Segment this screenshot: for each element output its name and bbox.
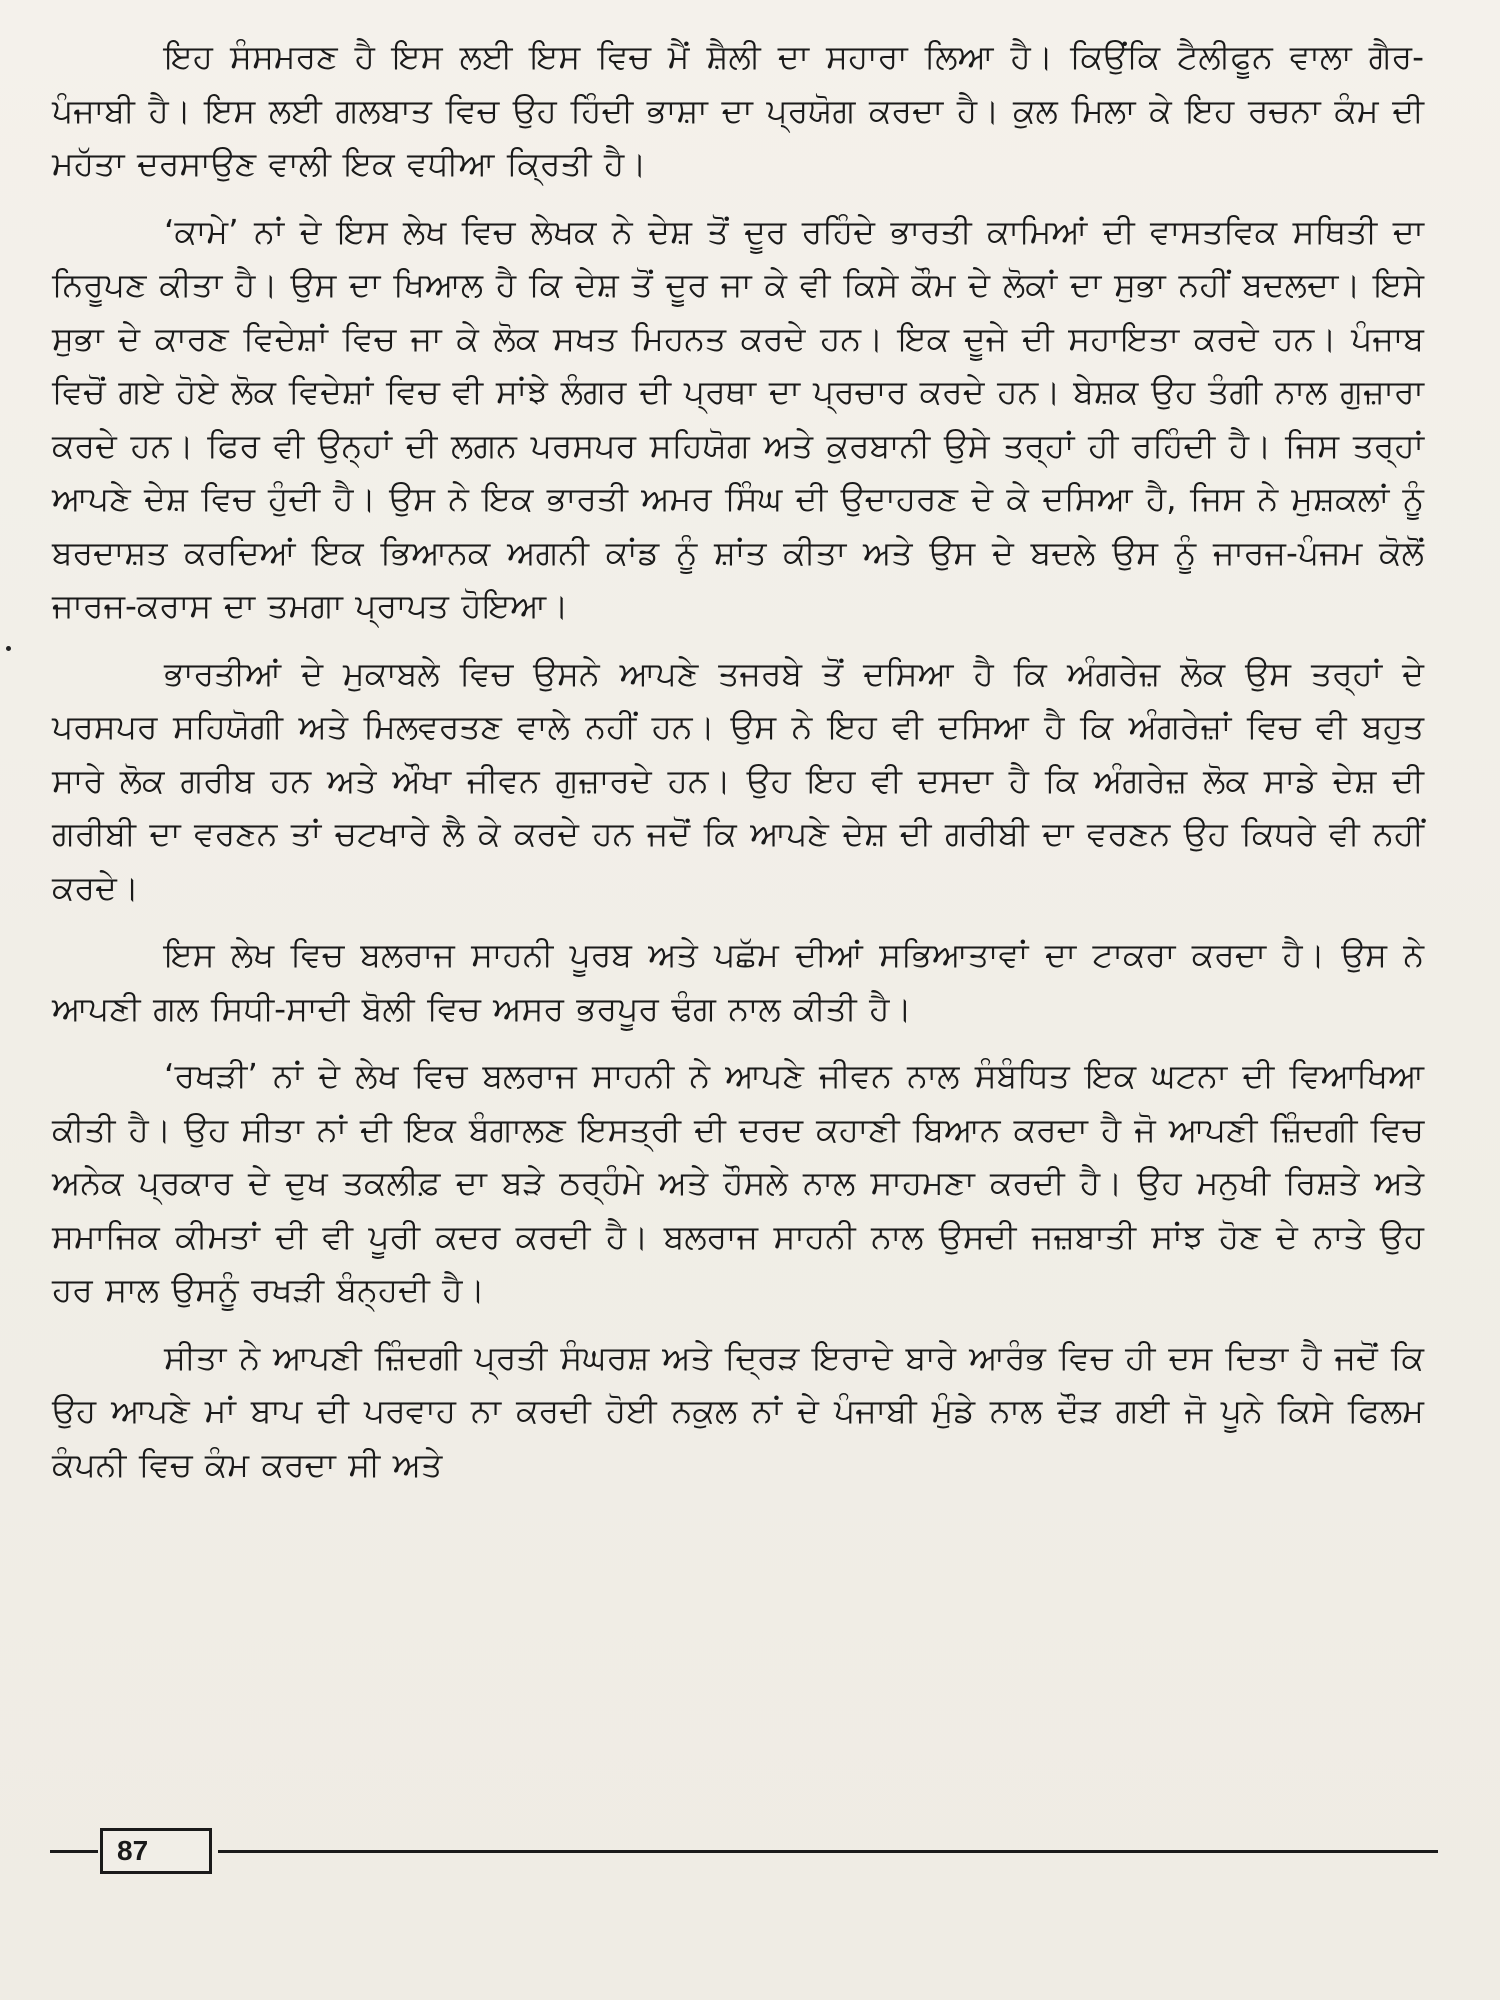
paragraph-3: ਭਾਰਤੀਆਂ ਦੇ ਮੁਕਾਬਲੇ ਵਿਚ ਉਸਨੇ ਆਪਣੇ ਤਜਰਬੇ ਤੋਂ ਦਸਿਆ ਹੈ ਕਿ ਅੰਗਰੇਜ਼ ਲੋਕ ਉਸ ਤਰ੍ਹਾਂ ਦੇ ਪਰਸਪਰ ਸਹਿਯੋਗੀ ਅਤੇ ਮਿਲਵਰਤਣ ਵਾਲੇ ਨਹੀਂ ਹਨ। ਉਸ ਨੇ ਇਹ ਵੀ ਦਸਿਆ ਹੈ ਕਿ ਅੰਗਰੇਜ਼ਾਂ ਵਿਚ ਵੀ ਬਹੁਤ ਸਾਰੇ ਲੋਕ ਗਰੀਬ ਹਨ ਅਤੇ ਔਖਾ ਜੀਵਨ ਗੁਜ਼ਾਰਦੇ ਹਨ। ਉਹ ਇਹ ਵੀ ਦਸਦਾ ਹੈ ਕਿ ਅੰਗਰੇਜ਼ ਲੋਕ ਸਾਡੇ ਦੇਸ਼ ਦੀ ਗਰੀਬੀ ਦਾ ਵਰਣਨ ਤਾਂ ਚਟਖਾਰੇ ਲੈ ਕੇ ਕਰਦੇ ਹਨ ਜਦੋਂ ਕਿ ਆਪਣੇ ਦੇਸ਼ ਦੀ ਗਰੀਬੀ ਦਾ ਵਰਣਨ ਉਹ ਕਿਧਰੇ ਵੀ ਨਹੀਂ ਕਰਦੇ। — [52, 653, 1424, 907]
body-text — [52, 30, 1424, 1505]
paragraph-4: ਇਸ ਲੇਖ ਵਿਚ ਬਲਰਾਜ ਸਾਹਨੀ ਪੂਰਬ ਅਤੇ ਪਛੱਮ ਦੀਆਂ ਸਭਿਆਤਾਵਾਂ ਦਾ ਟਾਕਰਾ ਕਰਦਾ ਹੈ। ਉਸ ਨੇ ਆਪਣੀ ਗਲ ਸਿਧੀ-ਸਾਦੀ ਬੋਲੀ ਵਿਚ ਅਸਰ ਭਰਪੂਰ ਢੰਗ ਨਾਲ ਕੀਤੀ ਹੈ। — [52, 935, 1424, 1028]
footer-rule-left — [50, 1850, 98, 1853]
paragraph-6: ਸੀਤਾ ਨੇ ਆਪਣੀ ਜ਼ਿੰਦਗੀ ਪ੍ਰਤੀ ਸੰਘਰਸ਼ ਅਤੇ ਦ੍ਰਿੜ ਇਰਾਦੇ ਬਾਰੇ ਆਰੰਭ ਵਿਚ ਹੀ ਦਸ ਦਿਤਾ ਹੈ ਜਦੋਂ ਕਿ ਉਹ ਆਪਣੇ ਮਾਂ ਬਾਪ ਦੀ ਪਰਵਾਹ ਨਾ ਕਰਦੀ ਹੋਈ ਨਕੁਲ ਨਾਂ ਦੇ ਪੰਜਾਬੀ ਮੁੰਡੇ ਨਾਲ ਦੌੜ ਗਈ ਜੋ ਪੂਨੇ ਕਿਸੇ ਫਿਲਮ ਕੰਪਨੀ ਵਿਚ ਕੰਮ ਕਰਦਾ ਸੀ ਅਤੇ — [52, 1337, 1424, 1484]
page-footer — [50, 1828, 1440, 1876]
paragraph-2: ‘ਕਾਮੇ’ ਨਾਂ ਦੇ ਇਸ ਲੇਖ ਵਿਚ ਲੇਖਕ ਨੇ ਦੇਸ਼ ਤੋਂ ਦੂਰ ਰਹਿੰਦੇ ਭਾਰਤੀ ਕਾਮਿਆਂ ਦੀ ਵਾਸਤਵਿਕ ਸਥਿਤੀ ਦਾ ਨਿਰੂਪਣ ਕੀਤਾ ਹੈ। ਉਸ ਦਾ ਖਿਆਲ ਹੈ ਕਿ ਦੇਸ਼ ਤੋਂ ਦੂਰ ਜਾ ਕੇ ਵੀ ਕਿਸੇ ਕੌਮ ਦੇ ਲੋਕਾਂ ਦਾ ਸੁਭਾ ਨਹੀਂ ਬਦਲਦਾ। ਇਸੇ ਸੁਭਾ ਦੇ ਕਾਰਣ ਵਿਦੇਸ਼ਾਂ ਵਿਚ ਜਾ ਕੇ ਲੋਕ ਸਖਤ ਮਿਹਨਤ ਕਰਦੇ ਹਨ। ਇਕ ਦੂਜੇ ਦੀ ਸਹਾਇਤਾ ਕਰਦੇ ਹਨ। ਪੰਜਾਬ ਵਿਚੋਂ ਗਏ ਹੋਏ ਲੋਕ ਵਿਦੇਸ਼ਾਂ ਵਿਚ ਵੀ ਸਾਂਝੇ ਲੰਗਰ ਦੀ ਪ੍ਰਥਾ ਦਾ ਪ੍ਰਚਾਰ ਕਰਦੇ ਹਨ। ਬੇਸ਼ਕ ਉਹ ਤੰਗੀ ਨਾਲ ਗੁਜ਼ਾਰਾ ਕਰਦੇ ਹਨ। ਫਿਰ ਵੀ ਉਨ੍ਹਾਂ ਦੀ ਲਗਨ ਪਰਸਪਰ ਸਹਿਯੋਗ ਅਤੇ ਕੁਰਬਾਨੀ ਉਸੇ ਤਰ੍ਹਾਂ ਹੀ ਰਹਿੰਦੀ ਹੈ। ਜਿਸ ਤਰ੍ਹਾਂ ਆਪਣੇ ਦੇਸ਼ ਵਿਚ ਹੁੰਦੀ ਹੈ। ਉਸ ਨੇ ਇਕ ਭਾਰਤੀ ਅਮਰ ਸਿੰਘ ਦੀ ਉਦਾਹਰਣ ਦੇ ਕੇ ਦਸਿਆ ਹੈ, ਜਿਸ ਨੇ ਮੁਸ਼ਕਲਾਂ ਨੂੰ ਬਰਦਾਸ਼ਤ ਕਰਦਿਆਂ ਇਕ ਭਿਆਨਕ ਅਗਨੀ ਕਾਂਡ ਨੂੰ ਸ਼ਾਂਤ ਕੀਤਾ ਅਤੇ ਉਸ ਦੇ ਬਦਲੇ ਉਸ ਨੂੰ ਜਾਰਜ-ਪੰਜਮ ਕੋਲੋਂ ਜਾਰਜ-ਕਰਾਸ ਦਾ ਤਮਗਾ ਪ੍ਰਾਪਤ ਹੋਇਆ। — [52, 211, 1424, 625]
paragraph-5: ‘ਰਖੜੀ’ ਨਾਂ ਦੇ ਲੇਖ ਵਿਚ ਬਲਰਾਜ ਸਾਹਨੀ ਨੇ ਆਪਣੇ ਜੀਵਨ ਨਾਲ ਸੰਬੰਧਿਤ ਇਕ ਘਟਨਾ ਦੀ ਵਿਆਖਿਆ ਕੀਤੀ ਹੈ। ਉਹ ਸੀਤਾ ਨਾਂ ਦੀ ਇਕ ਬੰਗਾਲਣ ਇਸਤ੍ਰੀ ਦੀ ਦਰਦ ਕਹਾਣੀ ਬਿਆਨ ਕਰਦਾ ਹੈ ਜੋ ਆਪਣੀ ਜ਼ਿੰਦਗੀ ਵਿਚ ਅਨੇਕ ਪ੍ਰਕਾਰ ਦੇ ਦੁਖ ਤਕਲੀਫ਼ ਦਾ ਬੜੇ ਠਰ੍ਹੰਮੇ ਅਤੇ ਹੌਸਲੇ ਨਾਲ ਸਾਹਮਣਾ ਕਰਦੀ ਹੈ। ਉਹ ਮਨੁਖੀ ਰਿਸ਼ਤੇ ਅਤੇ ਸਮਾਜਿਕ ਕੀਮਤਾਂ ਦੀ ਵੀ ਪੂਰੀ ਕਦਰ ਕਰਦੀ ਹੈ। ਬਲਰਾਜ ਸਾਹਨੀ ਨਾਲ ਉਸਦੀ ਜਜ਼ਬਾਤੀ ਸਾਂਝ ਹੋਣ ਦੇ ਨਾਤੇ ਉਹ ਹਰ ਸਾਲ ਉਸਨੂੰ ਰਖੜੀ ਬੰਨ੍ਹਦੀ ਹੈ। — [52, 1056, 1424, 1309]
paragraph-1: ਇਹ ਸੰਸਮਰਣ ਹੈ ਇਸ ਲਈ ਇਸ ਵਿਚ ਮੈਂ ਸ਼ੈਲੀ ਦਾ ਸਹਾਰਾ ਲਿਆ ਹੈ। ਕਿਉਂਕਿ ਟੈਲੀਫੂਨ ਵਾਲਾ ਗੈਰ-ਪੰਜਾਬੀ ਹੈ। ਇਸ ਲਈ ਗਲਬਾਤ ਵਿਚ ਉਹ ਹਿੰਦੀ ਭਾਸ਼ਾ ਦਾ ਪ੍ਰਯੋਗ ਕਰਦਾ ਹੈ। ਕੁਲ ਮਿਲਾ ਕੇ ਇਹ ਰਚਨਾ ਕੰਮ ਦੀ ਮਹੱਤਾ ਦਰਸਾਉਣ ਵਾਲੀ ਇਕ ਵਧੀਆ ਕ੍ਰਿਤੀ ਹੈ। — [52, 37, 1424, 183]
page-number: 87 — [100, 1828, 212, 1874]
footer-rule-right — [218, 1850, 1438, 1853]
margin-mark — [6, 646, 11, 651]
